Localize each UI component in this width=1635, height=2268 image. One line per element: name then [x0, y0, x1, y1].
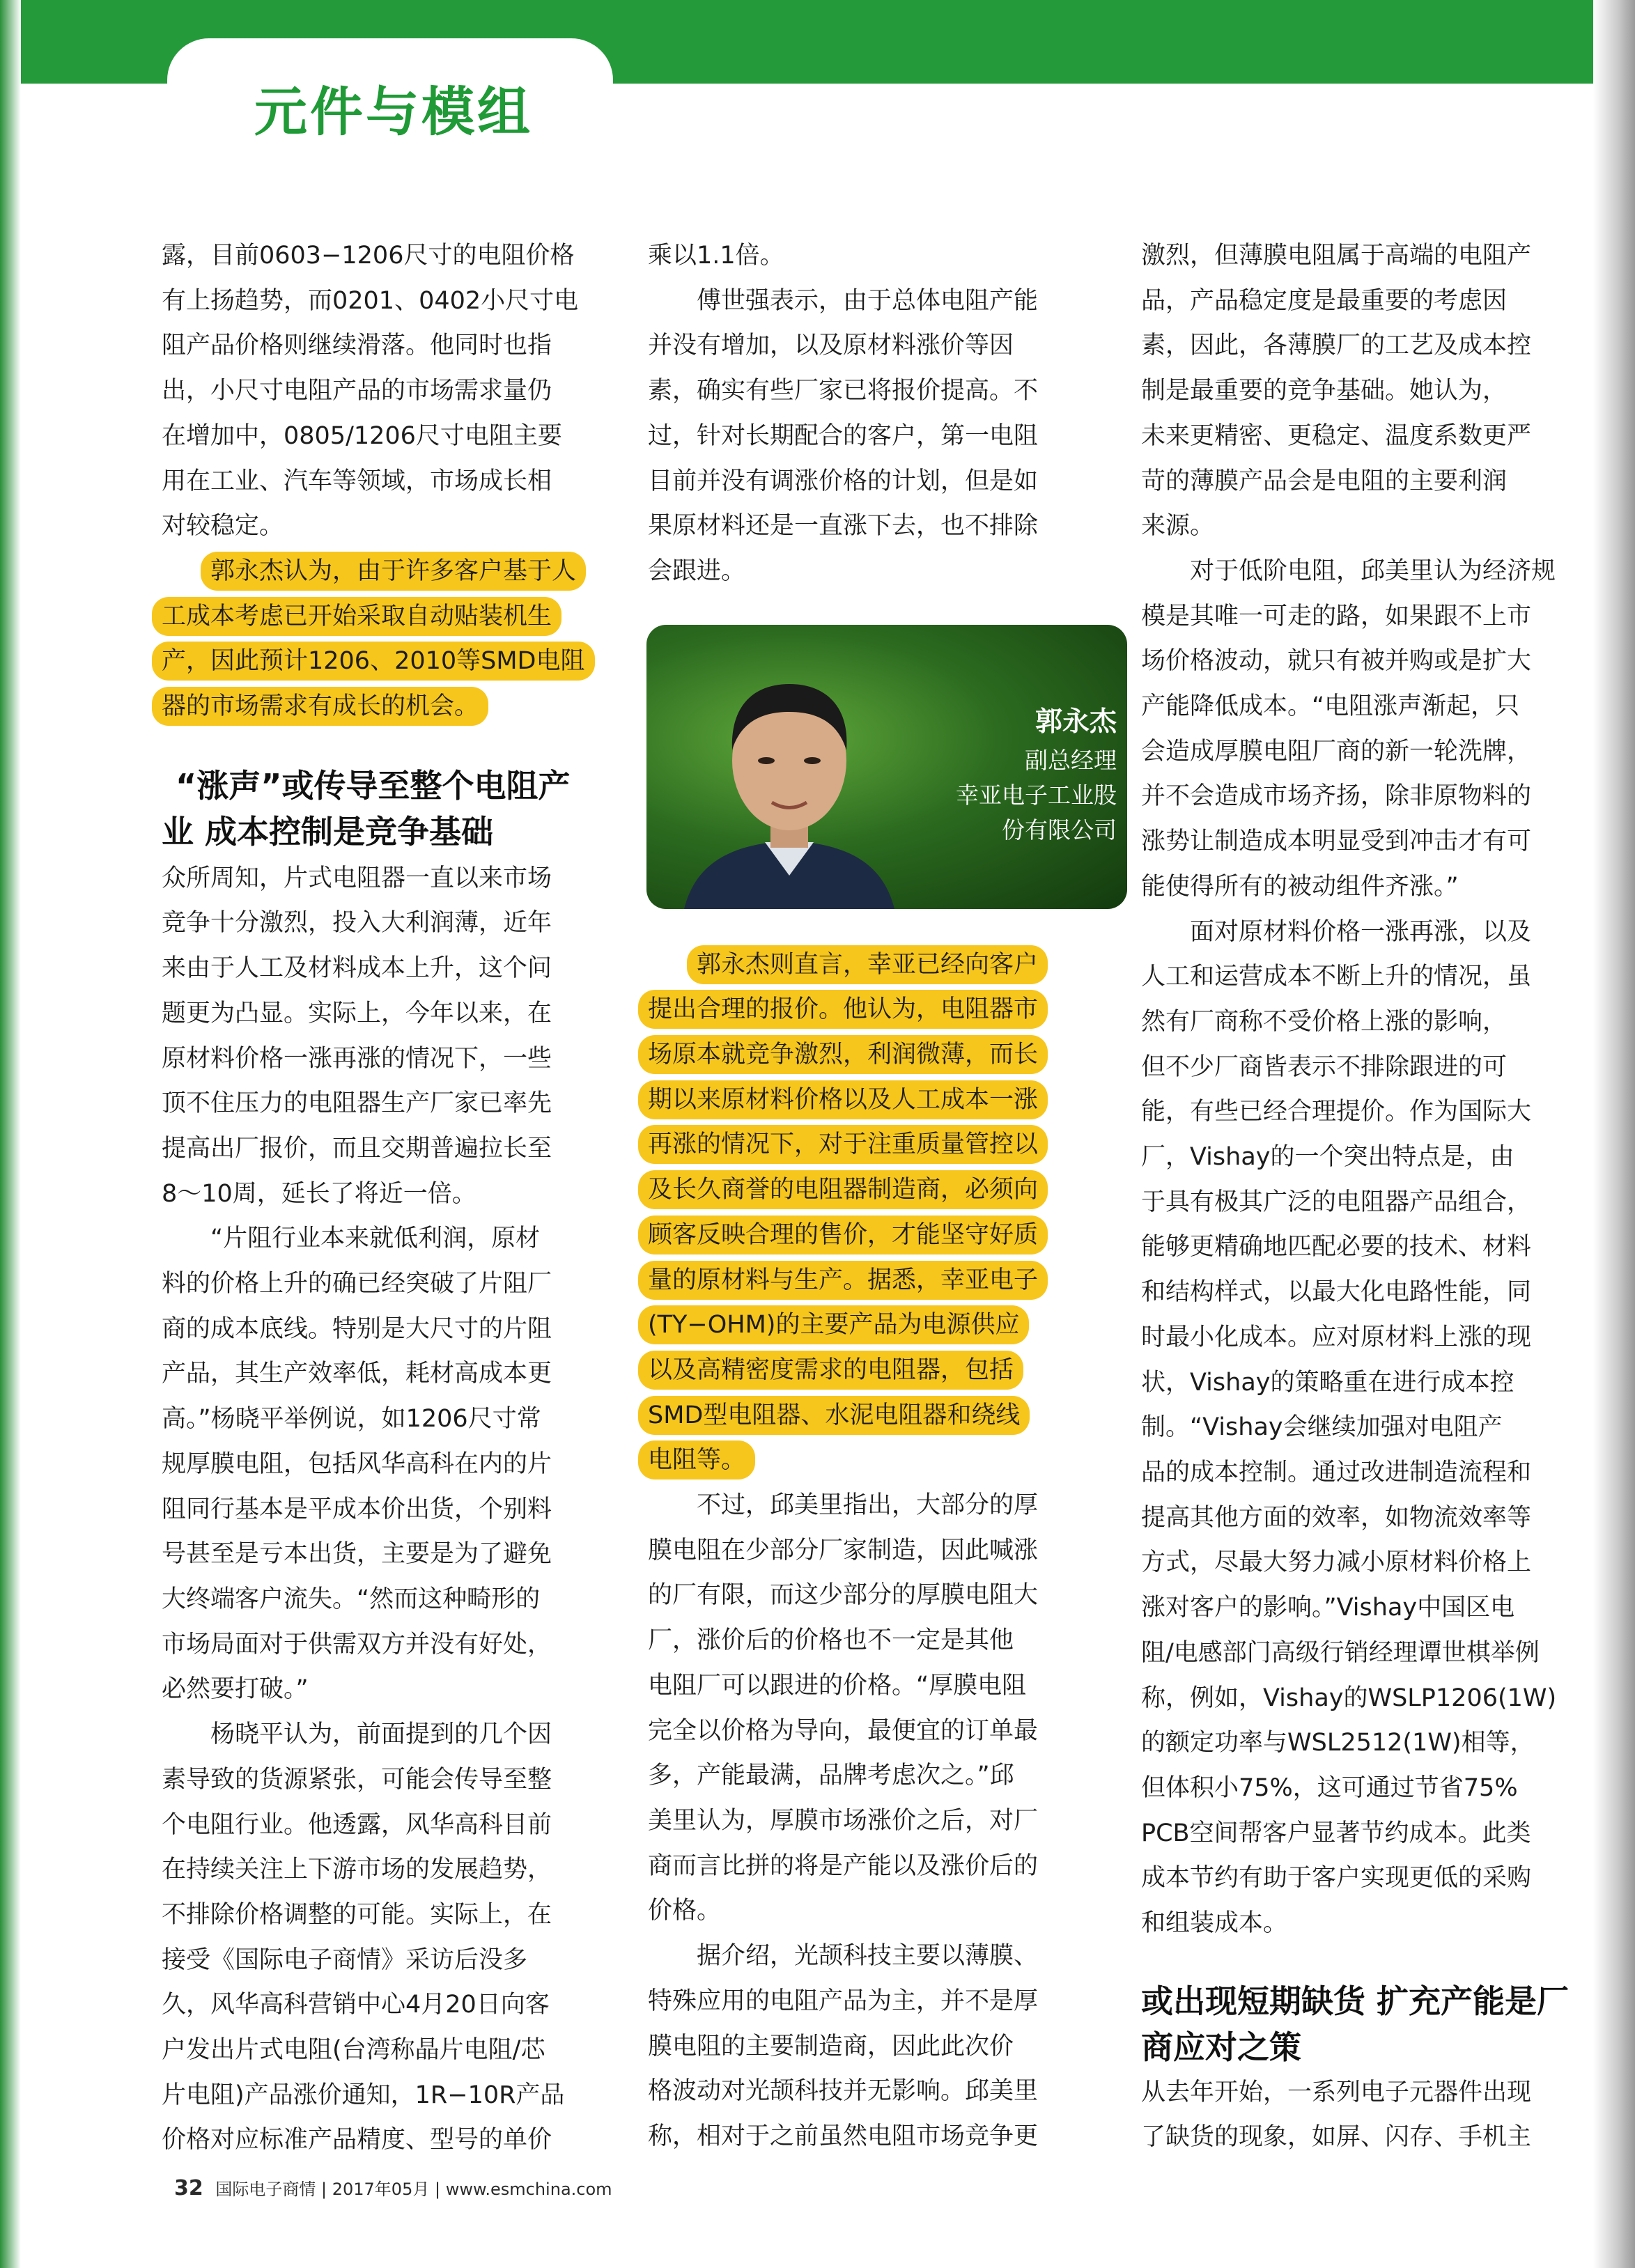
text-line: 出，小尺寸电阻产品的市场需求量仍: [162, 377, 552, 405]
text-line: 对于低阶电阻，邱美里认为经济规: [1190, 557, 1556, 585]
text-line: 不过，邱美里指出，大部分的厚: [697, 1491, 1039, 1520]
paragraph: [648, 233, 1048, 279]
text-line: 商的成本底线。特别是大尺寸的片阻: [162, 1314, 552, 1343]
person-company: 份有限公司: [1002, 816, 1117, 844]
text-line: 阻同行基本是平成本价出货，个别料: [162, 1495, 552, 1523]
text-line: 电阻厂可以跟进的价格。“厚膜电阻: [648, 1671, 1027, 1700]
text-line: 厂，Vishay的一个突出特点是，由: [1141, 1143, 1514, 1172]
page-fold-shadow: [1593, 0, 1635, 2268]
text-line: 未来更精密、更稳定、温度系数更严: [1141, 421, 1532, 450]
text-line: 过，针对长期配合的客户，第一电阻: [648, 421, 1039, 450]
text-line: 美里认为，厚膜市场涨价之后，对厂: [648, 1806, 1039, 1835]
paragraph: [648, 279, 1048, 594]
text-line: 价格对应标准产品精度、型号的单价: [162, 2126, 552, 2154]
article-column-1: [162, 233, 595, 2163]
page-footer: [174, 2175, 612, 2200]
text-line: 的额定功率与WSL2512(1W)相等，: [1141, 1729, 1535, 1757]
text-line: 品的成本控制。通过改进制造流程和: [1141, 1458, 1532, 1486]
paragraph: [162, 1216, 595, 1712]
heading-line: “涨声”或传导至整个电阻产: [176, 766, 571, 805]
text-line: 并不会造成市场齐扬，除非原物料的: [1141, 782, 1532, 811]
highlighted-line: SMD型电阻器、水泥电阻器和绕线: [638, 1396, 1030, 1435]
article-column-2: [648, 233, 1048, 2159]
text-line: 有上扬趋势，而0201、0402小尺寸电: [162, 286, 579, 315]
highlighted-line: 以及高精密度需求的电阻器，包括: [638, 1351, 1023, 1390]
text-line: 面对原材料价格一涨再涨，以及: [1190, 917, 1532, 946]
text-line: 乘以1.1倍。: [648, 242, 784, 270]
text-line: 户发出片式电阻(台湾称晶片电阻/芯: [162, 2036, 545, 2065]
text-line: 状，Vishay的策略重在进行成本控: [1141, 1368, 1514, 1397]
text-line: 但不少厂商皆表示不排除跟进的可: [1141, 1053, 1508, 1081]
executive-photo-card: [646, 625, 1127, 909]
text-line: 露，目前0603−1206尺寸的电阻价格: [162, 242, 575, 270]
highlighted-line: 再涨的情况下，对于注重质量管控以: [638, 1125, 1048, 1164]
text-line: 傅世强表示，由于总体电阻产能: [697, 286, 1039, 315]
text-line: 素，因此，各薄膜厂的工艺及成本控: [1141, 332, 1532, 360]
paragraph: [162, 856, 595, 1217]
text-line: 成本节约有助于客户实现更低的采购: [1141, 1864, 1532, 1893]
text-line: 苛的薄膜产品会是电阻的主要利润: [1141, 467, 1508, 495]
person-name: 郭永杰: [1035, 706, 1117, 738]
text-line: 阻/电感部门高级行销经理谭世棋举例: [1141, 1638, 1540, 1667]
footer-publication-info: 国际电子商情 | 2017年05月 | www.esmchina.com: [215, 2180, 612, 2199]
text-line: 顶不住压力的电阻器生产厂家已率先: [162, 1089, 552, 1118]
text-line: 不排除价格调整的可能。实际上，在: [162, 1900, 552, 1929]
section-heading: [1141, 1978, 1569, 2070]
highlighted-line: 量的原材料与生产。据悉，幸亚电子: [638, 1261, 1048, 1300]
highlighted-line: 期以来原材料价格以及人工成本一涨: [638, 1080, 1048, 1119]
person-company: 幸亚电子工业股: [956, 782, 1117, 809]
text-line: 品，产品稳定度是最重要的考虑因: [1141, 286, 1508, 315]
text-line: 完全以价格为导向，最便宜的订单最: [648, 1716, 1039, 1745]
highlighted-line: 及长久商誉的电阻器制造商，必须向: [638, 1170, 1048, 1209]
section-title: 元件与模组: [254, 81, 533, 143]
highlighted-line: (TY−OHM)的主要产品为电源供应: [638, 1305, 1029, 1344]
text-line: 和结构样式，以最大化电路性能，同: [1141, 1278, 1532, 1307]
text-line: 能使得所有的被动组件齐涨。”: [1141, 872, 1459, 901]
text-line: 提高其他方面的效率，如物流效率等: [1141, 1503, 1532, 1532]
text-line: 片电阻)产品涨价通知，1R−10R产品: [162, 2081, 565, 2109]
text-line: 的厂有限，而这少部分的厚膜电阻大: [648, 1581, 1039, 1610]
text-line: 在增加中，0805/1206尺寸电阻主要: [162, 421, 562, 450]
text-line: 高。”杨晓平举例说，如1206尺寸常: [162, 1405, 541, 1434]
text-line: 来由于人工及材料成本上升，这个问: [162, 954, 552, 983]
text-line: 制。“Vishay会继续加强对电阻产: [1141, 1413, 1503, 1442]
paragraph: [1141, 549, 1569, 910]
paragraph: [1141, 910, 1569, 1946]
text-line: 能，有些已经合理提价。作为国际大: [1141, 1098, 1532, 1126]
text-line: 必然要打破。”: [162, 1675, 309, 1704]
text-line: 价格。: [648, 1897, 722, 1925]
text-line: 格波动对光颉科技并无影响。邱美里: [648, 2077, 1039, 2106]
text-line: 料的价格上升的确已经突破了片阻厂: [162, 1270, 552, 1298]
highlighted-line: 产，因此预计1206、2010等SMD电阻: [152, 642, 595, 681]
article-column-3: [1141, 233, 1569, 2160]
highlighted-line: 顾客反映合理的售价，才能坚守好质: [638, 1215, 1048, 1255]
text-line: 用在工业、汽车等领域，市场成长相: [162, 467, 552, 495]
text-line: 众所周知，片式电阻器一直以来市场: [162, 864, 552, 892]
paragraph: [162, 1712, 595, 2163]
text-line: 膜电阻在少部分厂家制造，因此喊涨: [648, 1536, 1039, 1564]
text-line: 果原材料还是一直涨下去，也不排除: [648, 512, 1039, 541]
text-line: 激烈，但薄膜电阻属于高端的电阻产: [1141, 242, 1532, 270]
text-line: 时最小化成本。应对原材料上涨的现: [1141, 1323, 1532, 1351]
text-line: 对较稳定。: [162, 512, 284, 541]
text-line: 会跟进。: [648, 557, 746, 585]
highlighted-line: 郭永杰则直言，幸亚已经向客户: [687, 945, 1048, 984]
text-line: 杨晓平认为，前面提到的几个因: [210, 1721, 552, 1749]
text-line: 涨对客户的影响。”Vishay中国区电: [1141, 1594, 1515, 1622]
paragraph: [162, 233, 595, 549]
text-line: 素导致的货源紧张，可能会传导至整: [162, 1765, 552, 1794]
text-line: 商而言比拼的将是产能以及涨价后的: [648, 1851, 1039, 1880]
text-line: 但体积小75%，这可通过节省75%: [1141, 1773, 1518, 1802]
text-line: 阻产品价格则继续滑落。他同时也指: [162, 332, 552, 360]
paragraph: [1141, 2070, 1569, 2160]
text-line: “片阻行业本来就低利润，原材: [210, 1225, 541, 1253]
text-line: 8～10周，延长了将近一倍。: [162, 1179, 476, 1208]
text-line: 模是其唯一可走的路，如果跟不上市: [1141, 602, 1532, 630]
text-line: 个电阻行业。他透露，风华高科目前: [162, 1810, 552, 1839]
text-line: 会造成厚膜电阻厂商的新一轮洗牌，: [1141, 737, 1532, 766]
text-line: 多，产能最满，品牌考虑次之。”邱: [648, 1762, 1014, 1790]
text-line: 竞争十分激烈，投入大利润薄，近年: [162, 909, 552, 938]
text-line: 产能降低成本。“电阻涨声渐起，只: [1141, 692, 1520, 721]
heading-line: 或出现短期缺货 扩充产能是厂: [1141, 1982, 1570, 2020]
text-line: 素，确实有些厂家已将报价提高。不: [648, 377, 1039, 405]
text-line: 能够更精确地匹配必要的技术、材料: [1141, 1233, 1532, 1261]
page-left-edge: [0, 0, 21, 2268]
text-line: 号甚至是亏本出货，主要是为了避免: [162, 1540, 552, 1569]
text-line: 在持续关注上下游市场的发展趋势，: [162, 1856, 552, 1884]
text-line: 人工和运营成本不断上升的情况，虽: [1141, 963, 1532, 991]
text-line: 目前并没有调涨价格的计划，但是如: [648, 467, 1039, 495]
text-line: 据介绍，光颉科技主要以薄膜、: [697, 1942, 1039, 1971]
highlighted-line: 工成本考虑已开始采取自动贴装机生: [152, 597, 561, 636]
text-line: 原材料价格一涨再涨的情况下，一些: [162, 1044, 552, 1073]
text-line: 规厚膜电阻，包括风华高科在内的片: [162, 1450, 552, 1478]
section-heading: [162, 763, 595, 855]
text-line: 称，相对于之前虽然电阻市场竞争更: [648, 2122, 1039, 2150]
text-line: 特殊应用的电阻产品为主，并不是厚: [648, 1987, 1039, 2015]
highlighted-line: 器的市场需求有成长的机会。: [152, 687, 488, 726]
text-line: 涨势让制造成本明显受到冲击才有可: [1141, 828, 1532, 856]
text-line: 题更为凸显。实际上，今年以来，在: [162, 999, 552, 1027]
person-title: 副总经理: [1025, 747, 1117, 774]
highlighted-paragraph: [648, 942, 1048, 1483]
text-line: 并没有增加，以及原材料涨价等因: [648, 332, 1014, 360]
text-line: 从去年开始，一系列电子元器件出现: [1141, 2078, 1532, 2106]
text-line: 方式，尽最大努力减小原材料价格上: [1141, 1548, 1532, 1577]
text-line: 大终端客户流失。“然而这种畸形的: [162, 1585, 541, 1613]
portrait-photo: [674, 646, 904, 909]
text-line: 市场局面对于供需双方并没有好处，: [162, 1630, 552, 1659]
text-line: 厂，涨价后的价格也不一定是其他: [648, 1626, 1014, 1655]
text-line: 称，例如，Vishay的WSLP1206(1W): [1141, 1684, 1557, 1712]
text-line: 提高出厂报价，而且交期普遍拉长至: [162, 1134, 552, 1163]
highlighted-line: 郭永杰认为，由于许多客户基于人: [201, 552, 586, 591]
text-line: 和组装成本。: [1141, 1909, 1288, 1938]
paragraph: [1141, 233, 1569, 549]
text-line: 产品，其生产效率低，耗材高成本更: [162, 1360, 552, 1388]
text-line: 来源。: [1141, 512, 1215, 541]
heading-line: 业 成本控制是竞争基础: [162, 812, 494, 850]
highlighted-paragraph: [162, 549, 595, 729]
highlighted-line: 提出合理的报价。他认为，电阻器市: [638, 990, 1048, 1029]
highlighted-line: 场原本就竞争激烈，利润微薄，而长: [638, 1035, 1048, 1074]
text-line: 然有厂商称不受价格上涨的影响，: [1141, 1007, 1508, 1036]
paragraph: [648, 1483, 1048, 1934]
highlighted-line: 电阻等。: [638, 1440, 755, 1479]
page-number: 32: [174, 2176, 203, 2200]
text-line: 了缺货的现象，如屏、闪存、手机主: [1141, 2123, 1532, 2152]
text-line: 于具有极其广泛的电阻器产品组合，: [1141, 1188, 1532, 1216]
heading-line: 商应对之策: [1141, 2028, 1301, 2066]
text-line: 制是最重要的竞争基础。她认为，: [1141, 377, 1508, 405]
text-line: PCB空间帮客户显著节约成本。此类: [1141, 1819, 1531, 1847]
text-line: 久，风华高科营销中心4月20日向客: [162, 1991, 550, 2019]
paragraph: [648, 1934, 1048, 2159]
text-line: 场价格波动，就只有被并购或是扩大: [1141, 647, 1532, 676]
text-line: 膜电阻的主要制造商，因此此次价: [648, 2032, 1014, 2060]
photo-caption: [922, 701, 1117, 848]
text-line: 接受《国际电子商情》采访后没多: [162, 1945, 528, 1974]
